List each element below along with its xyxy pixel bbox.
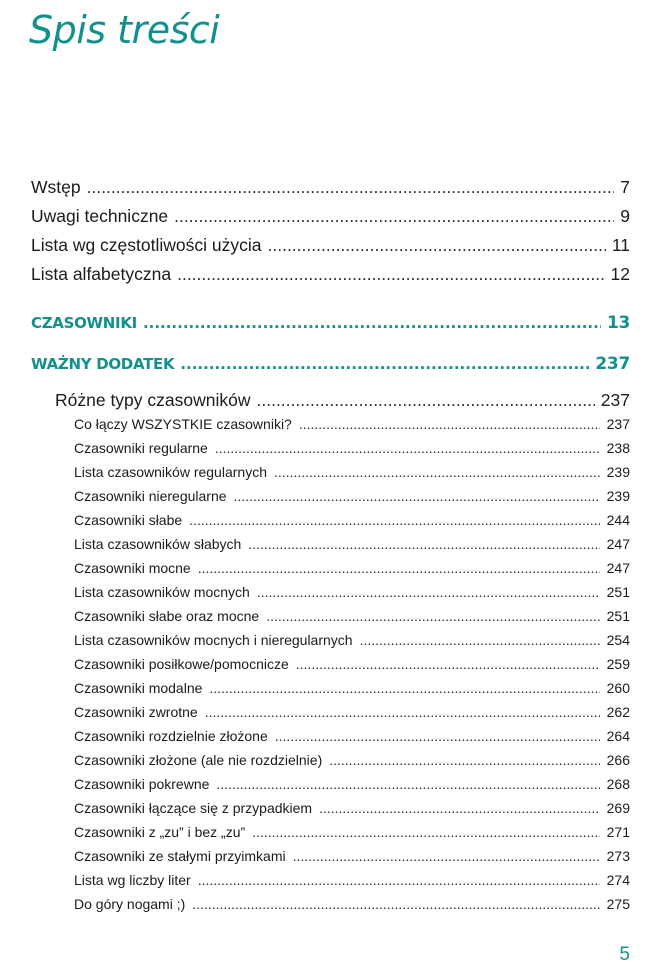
page-title: Spis treści — [29, 8, 220, 52]
toc-subentry[interactable] — [74, 512, 630, 528]
toc-subentry[interactable] — [74, 728, 630, 744]
toc-subentry[interactable] — [74, 440, 630, 456]
toc-subentry-label: Czasowniki z „zu” i bez „zu” — [74, 824, 246, 840]
toc-subentry-page: 238 — [606, 440, 630, 456]
dot-leader — [177, 264, 604, 285]
dot-leader — [189, 512, 599, 528]
toc-subentry[interactable] — [74, 536, 630, 552]
dot-leader — [192, 896, 599, 912]
toc-subentry-page: 259 — [606, 656, 630, 672]
dot-leader — [180, 355, 589, 373]
page-number: 5 — [619, 944, 630, 965]
toc-subsection-rozne-typy[interactable] — [55, 390, 630, 411]
toc-entry-label: Wstęp — [31, 177, 81, 197]
toc-subentry-label: Czasowniki mocne — [74, 560, 191, 576]
toc-section-page: 237 — [595, 354, 630, 374]
dot-leader — [274, 464, 600, 480]
dot-leader — [143, 314, 601, 332]
toc-subentry-page: 239 — [606, 464, 630, 480]
toc-subentry-page: 268 — [606, 776, 630, 792]
toc-subentry-label: Czasowniki łączące się z przypadkiem — [74, 800, 313, 816]
toc-subentry-label: Lista czasowników regularnych — [74, 464, 267, 480]
dot-leader — [198, 872, 600, 888]
toc-subentry[interactable] — [74, 560, 630, 576]
dot-leader — [174, 206, 614, 227]
toc-subentry-page: 247 — [606, 560, 630, 576]
dot-leader — [275, 728, 600, 744]
toc-subentry-page: 266 — [606, 752, 630, 768]
toc-subentry-label: Co łączy WSZYSTKIE czasowniki? — [74, 416, 292, 432]
toc-subentry-label: Do góry nogami ;) — [74, 896, 186, 912]
dot-leader — [329, 752, 599, 768]
toc-subentry-page: 275 — [606, 896, 630, 912]
dot-leader — [293, 848, 600, 864]
toc-subentry-label: Czasowniki słabe — [74, 512, 183, 528]
toc-subentry-label: Lista czasowników mocnych — [74, 584, 250, 600]
toc-subentry-label: Czasowniki zwrotne — [74, 704, 198, 720]
dot-leader — [216, 776, 599, 792]
toc-subentry[interactable] — [74, 680, 630, 696]
toc-entry-page: 9 — [620, 206, 630, 226]
toc-subentry[interactable] — [74, 464, 630, 480]
toc-subentry-page: 262 — [606, 704, 630, 720]
dot-leader — [248, 536, 599, 552]
dot-leader — [205, 704, 600, 720]
toc-subentry[interactable] — [74, 608, 630, 624]
dot-leader — [268, 235, 606, 256]
toc-section-label: WAŻNY DODATEK — [31, 355, 175, 373]
dot-leader — [299, 416, 600, 432]
toc-subentry[interactable] — [74, 776, 630, 792]
toc-entry-lista-czestotliwosci[interactable] — [31, 235, 630, 256]
toc-subentry[interactable] — [74, 656, 630, 672]
toc-subentry-label: Czasowniki słabe oraz mocne — [74, 608, 260, 624]
toc-subsection-label: Różne typy czasowników — [55, 390, 251, 410]
dot-leader — [257, 390, 595, 411]
dot-leader — [198, 560, 600, 576]
toc-subentry[interactable] — [74, 704, 630, 720]
toc-section-czasowniki[interactable] — [31, 313, 630, 333]
toc-subentry-label: Czasowniki regularne — [74, 440, 208, 456]
toc-subentry-page: 244 — [606, 512, 630, 528]
toc-subentry[interactable] — [74, 416, 630, 432]
dot-leader — [360, 632, 600, 648]
toc-subentry-label: Czasowniki modalne — [74, 680, 203, 696]
toc-subentry-page: 239 — [606, 488, 630, 504]
toc-subentry[interactable] — [74, 824, 630, 840]
dot-leader — [87, 177, 615, 198]
toc-subentry-page: 237 — [606, 416, 630, 432]
dot-leader — [296, 656, 600, 672]
dot-leader — [234, 488, 600, 504]
toc-section-label: CZASOWNIKI — [31, 314, 137, 332]
toc-subsection-page: 237 — [600, 390, 630, 410]
dot-leader — [215, 440, 600, 456]
toc-section-page: 13 — [606, 313, 630, 333]
toc-entry-label: Uwagi techniczne — [31, 206, 169, 226]
toc-entry-label: Lista wg częstotliwości użycia — [31, 235, 262, 255]
dot-leader — [209, 680, 599, 696]
toc-subentry[interactable] — [74, 896, 630, 912]
toc-subentry[interactable] — [74, 872, 630, 888]
toc-subentry-label: Lista wg liczby liter — [74, 872, 191, 888]
toc-subentry-label: Czasowniki rozdzielnie złożone — [74, 728, 268, 744]
toc-subentry[interactable] — [74, 800, 630, 816]
toc-subentry-page: 269 — [606, 800, 630, 816]
toc-subentry[interactable] — [74, 488, 630, 504]
toc-entry-label: Lista alfabetyczna — [31, 264, 172, 284]
toc-subentry[interactable] — [74, 848, 630, 864]
toc-subentry-label: Czasowniki pokrewne — [74, 776, 210, 792]
toc-subentry-page: 254 — [606, 632, 630, 648]
toc-subentry-page: 251 — [606, 608, 630, 624]
dot-leader — [252, 824, 599, 840]
toc-subentry-page: 273 — [606, 848, 630, 864]
toc-subentry-label: Czasowniki ze stałymi przyimkami — [74, 848, 286, 864]
toc-subentry-page: 247 — [606, 536, 630, 552]
toc-entry-wstep[interactable] — [31, 177, 630, 198]
toc-entry-page: 11 — [611, 235, 630, 255]
toc-entry-lista-alfabetyczna[interactable] — [31, 264, 630, 285]
toc-subentry-page: 274 — [606, 872, 630, 888]
dot-leader — [319, 800, 600, 816]
toc-entry-page: 7 — [620, 177, 630, 197]
toc-subentry[interactable] — [74, 752, 630, 768]
toc-subentry[interactable] — [74, 584, 630, 600]
toc-subentry[interactable] — [74, 632, 630, 648]
dot-leader — [266, 608, 599, 624]
toc-subentry-label: Lista czasowników słabych — [74, 536, 242, 552]
toc-subentry-label: Czasowniki posiłkowe/pomocnicze — [74, 656, 289, 672]
toc-subentry-page: 260 — [606, 680, 630, 696]
toc-entry-page: 12 — [610, 264, 630, 284]
toc-subentry-page: 271 — [606, 824, 630, 840]
toc-section-wazny-dodatek[interactable] — [31, 354, 630, 374]
toc-subentry-page: 251 — [606, 584, 630, 600]
toc-subentry-label: Czasowniki nieregularne — [74, 488, 227, 504]
toc-subentry-label: Czasowniki złożone (ale nie rozdzielnie) — [74, 752, 323, 768]
toc-subentry-label: Lista czasowników mocnych i nieregularnych — [74, 632, 353, 648]
toc-subentry-page: 264 — [606, 728, 630, 744]
dot-leader — [257, 584, 600, 600]
toc-entry-uwagi-techniczne[interactable] — [31, 206, 630, 227]
